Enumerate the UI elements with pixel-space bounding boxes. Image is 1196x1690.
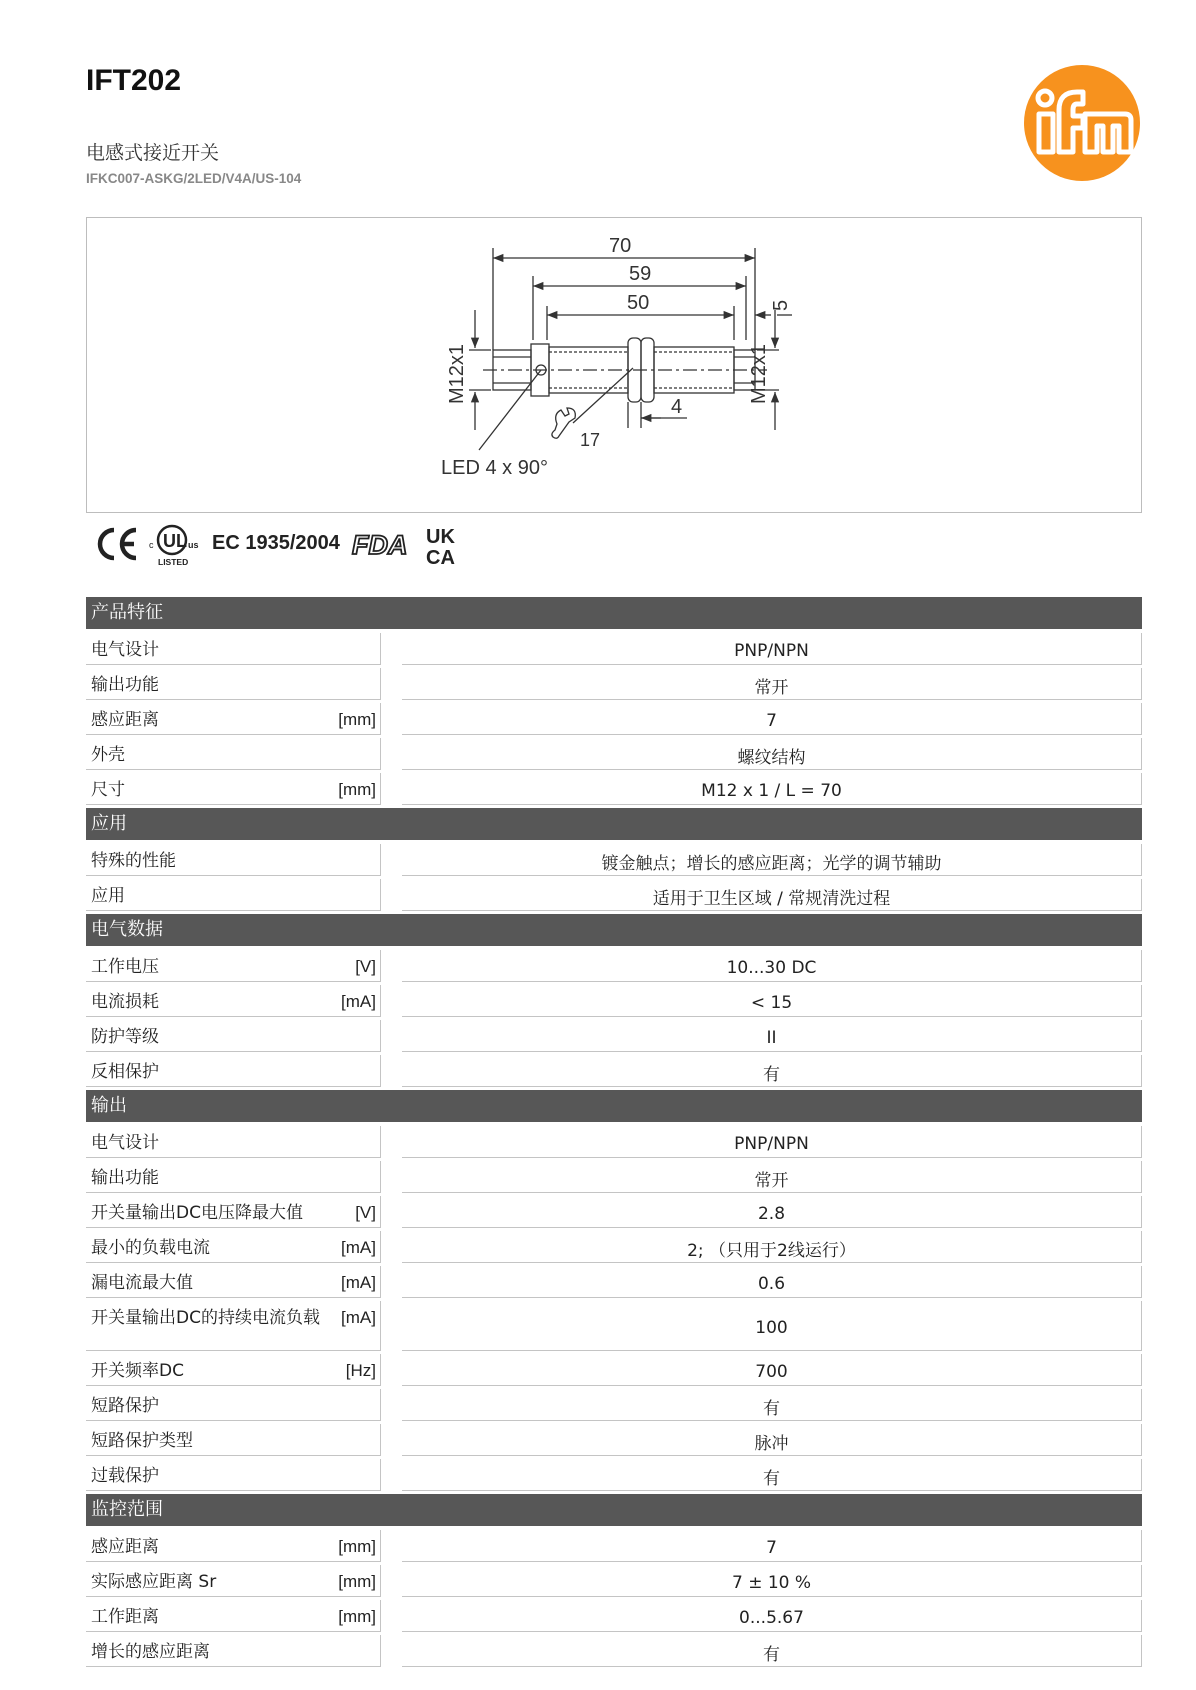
spec-label: 最小的负载电流 [91,1238,210,1258]
spec-unit: [mA] [341,1308,376,1327]
svg-text:c: c [149,540,154,550]
spec-row [86,1055,1142,1087]
spec-value: 常开 [402,1161,1142,1193]
spec-label-cell [86,1055,381,1087]
spec-label-cell [86,1301,381,1351]
spec-label-cell [86,844,381,876]
spec-row [86,1020,1142,1052]
spec-label: 感应距离 [91,710,159,730]
spec-row [86,1635,1142,1667]
spec-row [86,1231,1142,1263]
spec-value: 10...30 DC [402,950,1142,982]
spec-value: PNP/NPN [402,633,1142,665]
spec-unit: [Hz] [345,1361,376,1380]
section-header: 应用 [86,808,1142,840]
article-code: IFKC007-ASKG/2LED/V4A/US-104 [86,171,302,186]
spec-label: 特殊的性能 [91,851,176,871]
spec-label: 电气设计 [91,1133,159,1153]
spec-label: 反相保护 [91,1062,159,1082]
section-header: 电气数据 [86,914,1142,946]
spec-unit: [mA] [341,992,376,1011]
spec-label-cell [86,668,381,700]
spec-label: 短路保护 [91,1396,159,1416]
led-label: LED 4 x 90° [441,457,548,479]
spec-value: 有 [402,1459,1142,1491]
spec-label: 应用 [91,886,125,906]
spec-row [86,950,1142,982]
spec-value: 7 [402,1530,1142,1562]
dim-70: 70 [609,235,632,257]
ifm-logo [1023,64,1141,182]
spec-value: 700 [402,1354,1142,1386]
spec-row [86,844,1142,876]
spec-label-cell [86,773,381,805]
logo-text: ifm [1023,64,1025,65]
spec-label: 过载保护 [91,1466,159,1486]
spec-label-cell [86,985,381,1017]
spec-label-cell [86,1020,381,1052]
spec-label-cell [86,1530,381,1562]
spec-row [86,1161,1142,1193]
spec-label: 开关量输出DC的持续电流负载 [91,1308,320,1328]
spec-value: 0...5.67 [402,1600,1142,1632]
spec-value: 7 [402,703,1142,735]
spec-label: 短路保护类型 [91,1431,193,1451]
spec-unit: [V] [355,957,376,976]
spec-row [86,738,1142,770]
spec-label: 电气设计 [91,640,159,660]
spec-value: PNP/NPN [402,1126,1142,1158]
spec-row [86,1459,1142,1491]
ce-mark [100,530,136,558]
svg-text:UL: UL [163,531,187,551]
specification-table [86,597,1142,1670]
spec-value: 2.8 [402,1196,1142,1228]
spec-value: 有 [402,1635,1142,1667]
spec-value: 螺纹结构 [402,738,1142,770]
spec-label: 防护等级 [91,1027,159,1047]
spec-row [86,1424,1142,1456]
dim-59: 59 [629,263,652,285]
spec-label: 工作电压 [91,957,159,977]
spec-label-cell [86,703,381,735]
spec-value: 适用于卫生区域 / 常规清洗过程 [402,879,1142,911]
fda-mark [352,530,408,560]
svg-text:CA: CA [426,547,455,568]
spec-value: 7 ± 10 % [402,1565,1142,1597]
spec-row [86,668,1142,700]
svg-text:FDA: FDA [352,530,408,560]
spec-value: 100 [402,1301,1142,1351]
svg-text:UK: UK [426,526,455,548]
spec-label: 输出功能 [91,1168,159,1188]
spec-label: 输出功能 [91,675,159,695]
spec-label-cell [86,1231,381,1263]
spec-unit: [V] [355,1203,376,1222]
spec-unit: [mA] [341,1273,376,1292]
spec-label: 开关量输出DC电压降最大值 [91,1203,303,1223]
spec-value: 脉冲 [402,1424,1142,1456]
ul-mark [149,526,199,567]
spec-value: 有 [402,1389,1142,1421]
spec-label: 实际感应距离 Sr [91,1572,217,1592]
spec-label: 增长的感应距离 [91,1642,210,1662]
spec-value: 常开 [402,668,1142,700]
dim-17: 17 [580,430,601,450]
spec-row [86,633,1142,665]
spec-row [86,1301,1142,1351]
spec-label-cell [86,1459,381,1491]
svg-text:us: us [188,540,199,550]
spec-label-cell [86,950,381,982]
spec-value: 0.6 [402,1266,1142,1298]
spec-unit: [mm] [338,780,376,799]
spec-unit: [mA] [341,1238,376,1257]
section-header: 输出 [86,1090,1142,1122]
spec-row [86,703,1142,735]
ec-regulation-mark: EC 1935/2004 [212,532,340,554]
spec-value: M12 x 1 / L = 70 [402,773,1142,805]
spec-label-cell [86,1389,381,1421]
spec-row [86,1266,1142,1298]
spec-row [86,1354,1142,1386]
spec-label: 电流损耗 [91,992,159,1012]
dim-50: 50 [627,292,650,314]
spec-label: 漏电流最大值 [91,1273,193,1293]
spec-label-cell [86,738,381,770]
spec-value: 有 [402,1055,1142,1087]
spec-label-cell [86,1424,381,1456]
spec-label-cell [86,1161,381,1193]
thread-right: M12x1 [748,343,770,404]
spec-label-cell [86,1354,381,1386]
spec-unit: [mm] [338,1572,376,1591]
spec-unit: [mm] [338,1537,376,1556]
spec-row [86,773,1142,805]
spec-value: 2; （只用于2线运行） [402,1231,1142,1263]
spec-label-cell [86,1600,381,1632]
spec-label-cell [86,1266,381,1298]
spec-value: < 15 [402,985,1142,1017]
dim-5: 5 [770,299,792,311]
product-title: IFT202 [86,64,182,97]
spec-label: 工作距离 [91,1607,159,1627]
certification-marks [92,522,492,568]
spec-row [86,1600,1142,1632]
spec-row [86,1126,1142,1158]
ukca-mark [426,526,455,568]
spec-label-cell [86,1196,381,1228]
svg-text:LISTED: LISTED [158,557,189,567]
spec-row [86,879,1142,911]
spec-row [86,1196,1142,1228]
thread-left: M12x1 [446,343,468,404]
section-header: 产品特征 [86,597,1142,629]
spec-label-cell [86,1635,381,1667]
section-header: 监控范围 [86,1494,1142,1526]
spec-label-cell [86,1126,381,1158]
spec-label-cell [86,1565,381,1597]
spec-row [86,985,1142,1017]
spec-row [86,1530,1142,1562]
spec-row [86,1565,1142,1597]
spec-unit: [mm] [338,710,376,729]
spec-label: 开关频率DC [91,1361,184,1381]
dim-4: 4 [671,396,683,418]
spec-label: 尺寸 [91,780,125,800]
spec-label-cell [86,633,381,665]
spec-label: 感应距离 [91,1537,159,1557]
spec-unit: [mm] [338,1607,376,1626]
spec-value: II [402,1020,1142,1052]
spec-row [86,1389,1142,1421]
dimension-drawing [86,217,1142,513]
spec-label: 外壳 [91,745,125,765]
spec-value: 镀金触点；增长的感应距离；光学的调节辅助 [402,844,1142,876]
product-subtitle: 电感式接近开关 [86,142,220,164]
spec-label-cell [86,879,381,911]
